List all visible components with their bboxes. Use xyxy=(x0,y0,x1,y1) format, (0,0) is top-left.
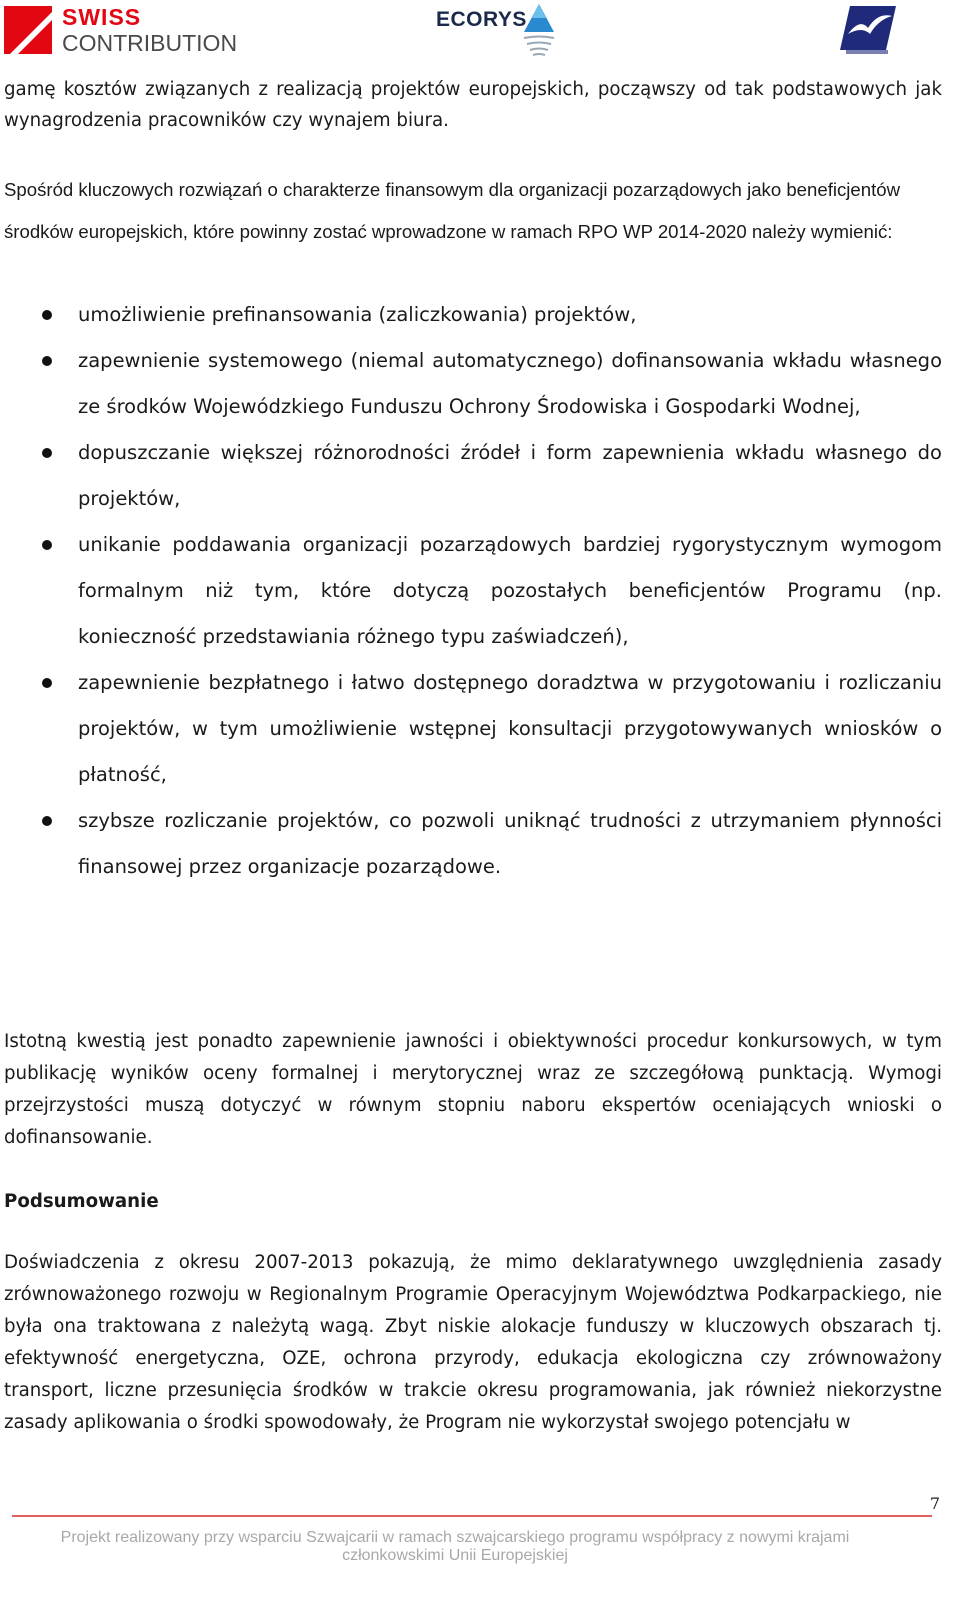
page-number: 7 xyxy=(929,1494,940,1513)
page-footer xyxy=(0,1529,910,1565)
ecorys-logo xyxy=(436,2,566,58)
bullet-icon xyxy=(42,678,52,688)
paragraph-transparency: Istotną kwestią jest ponadto zapewnienie jawności i obiektywności procedur konkursowych, w tym publikację wyników oceny formalnej i merytorycznej wraz ze szczegółową punktacją. Wymogi przejrzystości muszą dotyczyć w równym stopniu naboru ekspertów oceniających wnioski o dofinansowanie. xyxy=(4,1031,942,1148)
solutions-list xyxy=(0,292,942,890)
list-item-text: dopuszczanie większej różnorodności źródeł i form zapewnienia wkładu własnego do projektów, xyxy=(78,441,942,510)
section-heading: Podsumowanie xyxy=(4,1191,159,1212)
ecorys-triangle-icon xyxy=(520,2,558,58)
footer-line-1: Projekt realizowany przy wsparciu Szwajcarii w ramach szwajcarskiego programu współpracy z nowymi krajami xyxy=(60,1529,850,1546)
page-header xyxy=(0,0,960,70)
bullet-icon xyxy=(42,540,52,550)
list-item xyxy=(0,430,942,522)
list-item-text: unikanie poddawania organizacji pozarządowych bardziej rygorystycznym wymogom formalnym niż tym, które dotyczą pozostałych beneficjentów Programu (np. konieczność przedstawiania różnego typu zaświadczeń), xyxy=(78,533,942,648)
swiss-contribution-logo xyxy=(4,4,244,56)
bullet-icon xyxy=(42,310,52,320)
footer-line-2: członkowskimi Unii Europejskiej xyxy=(342,1547,568,1564)
list-item xyxy=(0,338,942,430)
bullet-icon xyxy=(42,816,52,826)
list-item-text: zapewnienie systemowego (niemal automatycznego) dofinansowania wkładu własnego ze środków Wojewódzkiego Funduszu Ochrony Środowiska i Gospodarki Wodnej, xyxy=(78,349,942,418)
list-item-text: zapewnienie bezpłatnego i łatwo dostępnego doradztwa w przygotowaniu i rozliczaniu projektów, w tym umożliwienie wstępnej konsultacji przygotowywanych wniosków o płatność, xyxy=(78,671,942,786)
swiss-flag-icon xyxy=(4,6,52,54)
seagull-logo-icon xyxy=(838,4,898,56)
list-item xyxy=(0,522,942,660)
ecorys-logo-text: ECORYS xyxy=(436,8,527,31)
list-item xyxy=(0,660,942,798)
footer-divider xyxy=(12,1515,932,1517)
bullet-icon xyxy=(42,356,52,366)
list-item xyxy=(0,798,942,890)
paragraph-intro: Spośród kluczowych rozwiązań o charakterze finansowym dla organizacji pozarządowych jako beneficjentów środków europejskich, które powinny zostać wprowadzone w ramach RPO WP 2014-2020 należy wymienić: xyxy=(4,179,901,242)
list-item xyxy=(0,292,942,338)
paragraph-summary: Doświadczenia z okresu 2007-2013 pokazują, że mimo deklaratywnego uwzględnienia zasady zrównoważonego rozwoju w Regionalnym Programie Operacyjnym Województwa Podkarpackiego, nie była ona traktowana z należytą wagą. Zbyt niskie alokacje funduszy w kluczowych obszarach tj. efektywność energetyczna, OZE, ochrona przyrody, edukacja ekologiczna czy zrównoważony transport, liczne przesunięcia środków w trakcie okresu programowania, jak również niekorzystne zasady aplikowania o środki spowodowały, że Program nie wykorzystał swojego potencjału w xyxy=(4,1252,942,1433)
list-item-text: szybsze rozliczanie projektów, co pozwoli uniknąć trudności z utrzymaniem płynności finansowej przez organizacje pozarządowe. xyxy=(78,809,942,878)
swiss-logo-line1: SWISS xyxy=(62,4,142,30)
bullet-icon xyxy=(42,448,52,458)
paragraph-continuation: gamę kosztów związanych z realizacją projektów europejskich, począwszy od tak podstawowych jak wynagrodzenia pracowników czy wynajem biura. xyxy=(4,79,942,131)
list-item-text: umożliwienie prefinansowania (zaliczkowania) projektów, xyxy=(78,303,637,326)
swiss-logo-line2: CONTRIBUTION xyxy=(62,30,238,56)
